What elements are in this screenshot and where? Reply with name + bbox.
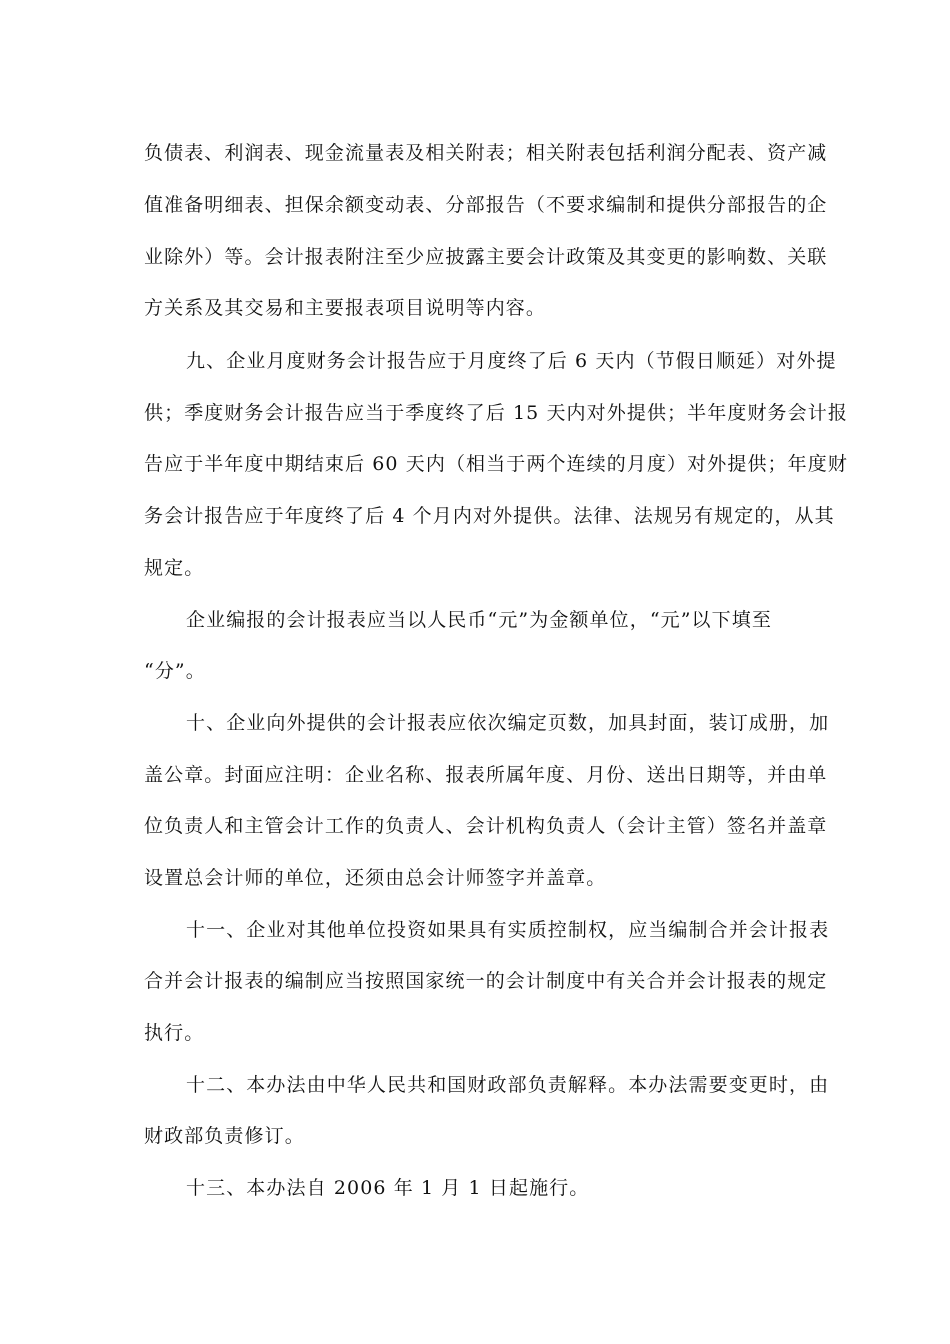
text-line: 财政部负责修订。 bbox=[144, 1125, 305, 1147]
text-line: 方关系及其交易和主要报表项目说明等内容。 bbox=[144, 297, 547, 319]
text-line: 告应于半年度中期结束后 60 天内（相当于两个连续的月度）对外提供；年度财 bbox=[144, 453, 848, 475]
paragraph-thirteen: 十三、本办法自 2006 年 1 月 1 日起施行。 bbox=[186, 1177, 590, 1199]
text-line: 务会计报告应于年度终了后 4 个月内对外提供。法律、法规另有规定的，从其 bbox=[144, 505, 835, 527]
text-line: 合并会计报表的编制应当按照国家统一的会计制度中有关合并会计报表的规定 bbox=[144, 970, 828, 992]
text-line: 负债表、利润表、现金流量表及相关附表；相关附表包括利润分配表、资产减 bbox=[144, 142, 828, 164]
text-line: “分”。 bbox=[144, 660, 206, 682]
paragraph-ten-start: 十、企业向外提供的会计报表应依次编定页数，加具封面，装订成册，加 bbox=[186, 712, 830, 734]
text-line: 设置总会计师的单位，还须由总会计师签字并盖章。 bbox=[144, 867, 607, 889]
text-line: 位负责人和主管会计工作的负责人、会计机构负责人（会计主管）签名并盖章 bbox=[144, 815, 828, 837]
paragraph-twelve-start: 十二、本办法由中华人民共和国财政部负责解释。本办法需要变更时，由 bbox=[186, 1074, 830, 1096]
text-line: 执行。 bbox=[144, 1022, 205, 1044]
paragraph-nine-start: 九、企业月度财务会计报告应于月度终了后 6 天内（节假日顺延）对外提 bbox=[186, 350, 837, 372]
text-line: 业除外）等。会计报表附注至少应披露主要会计政策及其变更的影响数、关联 bbox=[144, 246, 828, 268]
paragraph-currency-start: 企业编报的会计报表应当以人民币“元”为金额单位，“元”以下填至 bbox=[186, 609, 772, 631]
text-line: 盖公章。封面应注明：企业名称、报表所属年度、月份、送出日期等，并由单 bbox=[144, 764, 828, 786]
text-line: 规定。 bbox=[144, 557, 205, 579]
text-line: 值准备明细表、担保余额变动表、分部报告（不要求编制和提供分部报告的企 bbox=[144, 194, 828, 216]
text-line: 供；季度财务会计报告应当于季度终了后 15 天内对外提供；半年度财务会计报 bbox=[144, 402, 848, 424]
paragraph-eleven-start: 十一、企业对其他单位投资如果具有实质控制权，应当编制合并会计报表 bbox=[186, 919, 830, 941]
